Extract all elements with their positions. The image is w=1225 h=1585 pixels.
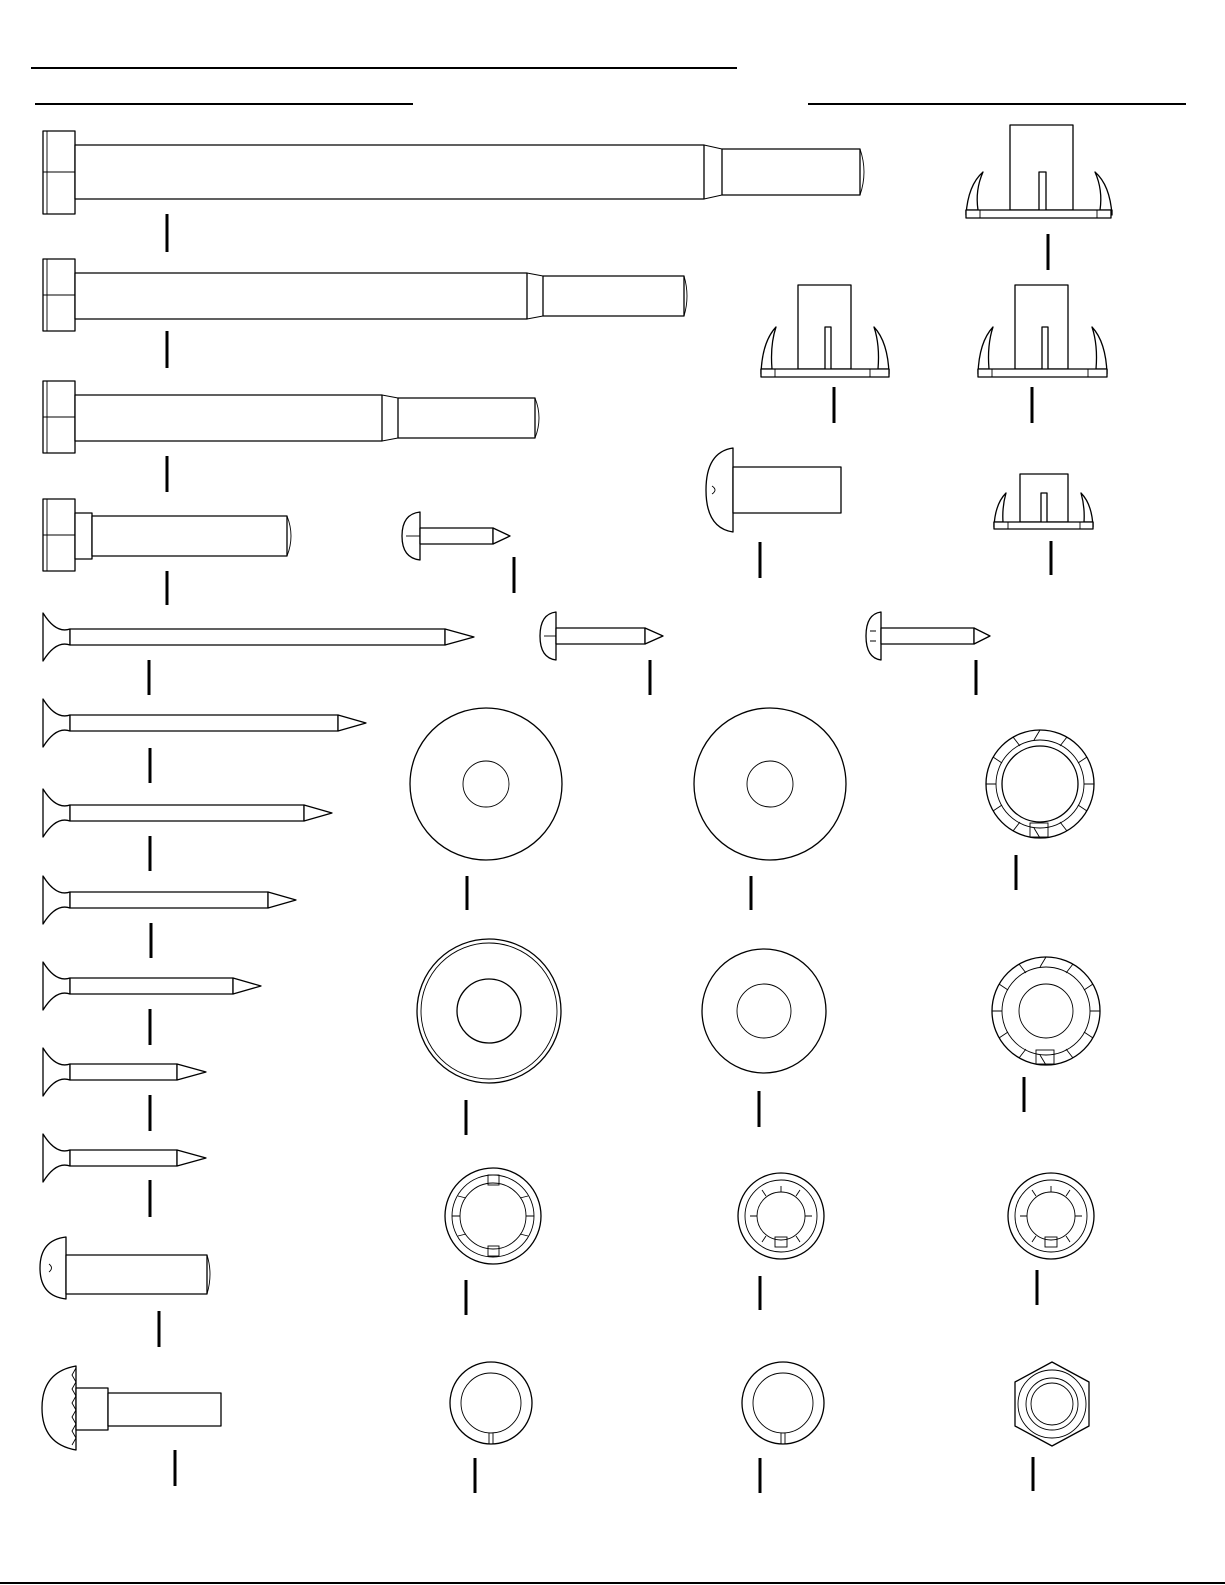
truss-head-bolt (706, 448, 841, 578)
truss-screw-1 (402, 512, 514, 593)
hex-bolt-1 (43, 131, 864, 252)
hex-nut (1015, 1362, 1089, 1491)
flat-washer-4 (702, 949, 826, 1127)
wood-screw-5 (43, 962, 261, 1045)
truss-screw-3 (866, 612, 990, 695)
flat-washer-2 (694, 708, 846, 910)
hex-bolt-2 (43, 259, 687, 368)
truss-screw-2 (540, 612, 663, 695)
wood-screw-4 (43, 876, 296, 958)
external-lock-washer-1 (986, 730, 1094, 890)
t-nut-4 (994, 474, 1093, 575)
t-nut-3 (978, 285, 1107, 423)
round-head-bolt (40, 1237, 210, 1347)
hex-bolt-4 (43, 499, 291, 605)
wood-screw-7 (43, 1134, 206, 1217)
carriage-bolt (42, 1366, 221, 1486)
split-lock-washer-1 (450, 1362, 532, 1493)
wood-screw-2 (43, 699, 366, 783)
wood-screw-1 (43, 613, 474, 695)
split-lock-washer-2 (742, 1362, 824, 1493)
t-nut-1 (966, 125, 1112, 270)
internal-lock-washer-2 (738, 1173, 824, 1310)
wood-screw-3 (43, 789, 332, 871)
hex-bolt-3 (43, 381, 539, 492)
flat-washer-3 (417, 939, 561, 1135)
wood-screw-6 (43, 1048, 206, 1131)
external-lock-washer-2 (992, 957, 1100, 1112)
internal-lock-washer-3 (1008, 1173, 1094, 1305)
t-nut-2 (761, 285, 889, 423)
flat-washer-1 (410, 708, 562, 910)
internal-lock-washer-1 (445, 1168, 541, 1315)
